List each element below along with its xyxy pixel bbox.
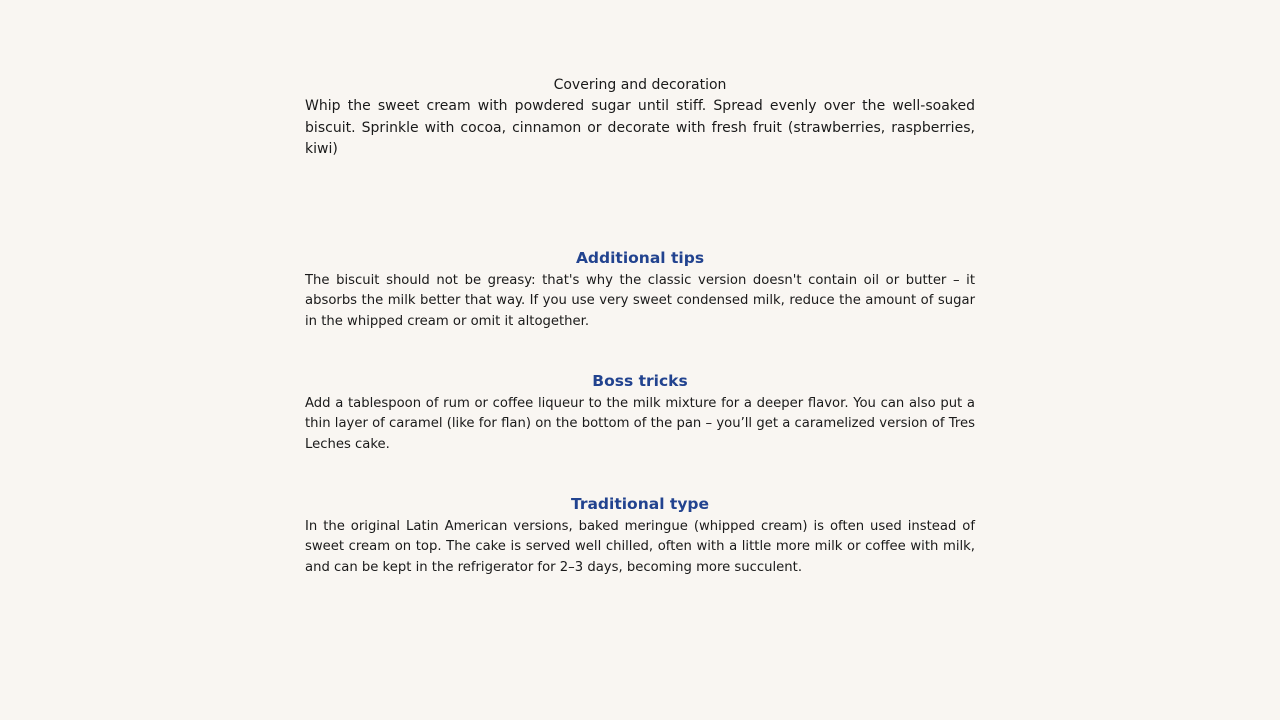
traditional-type-section [305,494,975,578]
boss-tricks-text: Add a tablespoon of rum or coffee liqueur to the milk mixture for a deeper flavor. You can also put a thin layer of caramel (like for flan) on the bottom of the pan – you’ll get a caramelized version of Tres Leches cake. [305,396,975,452]
traditional-type-text: In the original Latin American versions, baked meringue (whipped cream) is often used instead of sweet cream on top. The cake is served well chilled, often with a little more milk or coffee with milk, and can be kept in the refrigerator for 2–3 days, becoming more succulent. [305,519,975,575]
boss-tricks-heading: Boss tricks [592,372,688,390]
traditional-type-heading: Traditional type [570,495,710,513]
additional-tips-section [305,248,975,332]
covering-text: Whip the sweet cream with powdered sugar until stiff. Spread evenly over the well-soaked biscuit. Sprinkle with cocoa, cinnamon or decorate with fresh fruit (strawberries, raspberries, kiwi) [305,98,975,157]
covering-heading: Covering and decoration [553,77,727,93]
additional-tips-text: The biscuit should not be greasy: that's why the classic version doesn't contain oil or butter – it absorbs the milk better that way. If you use very sweet condensed milk, reduce the amount of sugar in the whipped cream or omit it altogether. [305,273,975,329]
boss-tricks-section [305,371,975,455]
additional-tips-heading: Additional tips [575,249,705,267]
covering-section [305,76,975,161]
